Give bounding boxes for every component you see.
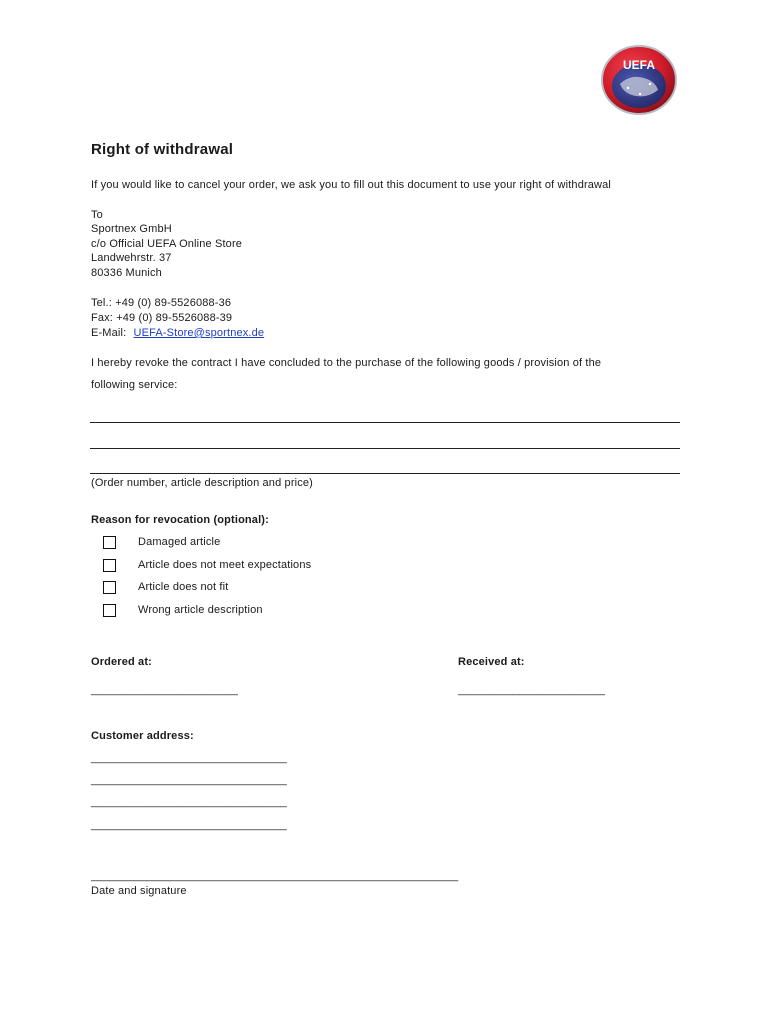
checkbox-damaged-article[interactable] [103, 536, 116, 549]
customer-address-blank-3[interactable]: ________________________________ [91, 796, 287, 808]
address-to: To [91, 209, 103, 221]
order-line-2[interactable] [90, 448, 680, 449]
checkbox-wrong-description[interactable] [103, 604, 116, 617]
address-company: Sportnex GmbH [91, 223, 172, 235]
checkbox-does-not-fit[interactable] [103, 581, 116, 594]
option-label-does-not-fit: Article does not fit [138, 581, 229, 593]
checkbox-not-meet-expectations[interactable] [103, 559, 116, 572]
signature-label: Date and signature [91, 885, 187, 897]
revoke-text-line2: following service: [91, 379, 178, 391]
ordered-at-blank[interactable]: ________________________ [91, 684, 238, 696]
option-label-damaged-article: Damaged article [138, 536, 221, 548]
received-at-label: Received at: [458, 656, 525, 668]
signature-blank[interactable]: ____________________________________________________________ [91, 870, 459, 882]
uefa-logo [600, 44, 678, 116]
order-line-3[interactable] [90, 473, 680, 474]
contact-email-row [91, 326, 264, 341]
address-street: Landwehrstr. 37 [91, 252, 172, 264]
logo-text: UEFA [622, 58, 656, 72]
customer-address-blank-2[interactable]: ________________________________ [91, 774, 287, 786]
revoke-text-line1: I hereby revoke the contract I have concluded to the purchase of the following goods / provision of the [91, 357, 602, 369]
customer-address-label: Customer address: [91, 730, 194, 742]
email-link[interactable]: UEFA-Store@sportnex.de [133, 327, 265, 339]
address-care-of: c/o Official UEFA Online Store [91, 238, 243, 250]
reason-heading: Reason for revocation (optional): [91, 514, 269, 526]
contact-fax: Fax: +49 (0) 89-5526088-39 [91, 312, 233, 324]
order-caption: (Order number, article description and price) [91, 477, 313, 489]
customer-address-blank-1[interactable]: ________________________________ [91, 752, 287, 764]
intro-text: If you would like to cancel your order, we ask you to fill out this document to use your right of withdrawal [91, 179, 612, 191]
address-city: 80336 Munich [91, 267, 162, 279]
email-label: E-Mail: [91, 327, 127, 339]
ordered-at-label: Ordered at: [91, 656, 152, 668]
received-at-blank[interactable]: ________________________ [458, 684, 605, 696]
customer-address-blank-4[interactable]: ________________________________ [91, 819, 287, 831]
order-line-1[interactable] [90, 422, 680, 423]
option-label-not-meet-expectations: Article does not meet expectations [138, 559, 312, 571]
option-label-wrong-description: Wrong article description [138, 604, 263, 616]
contact-tel: Tel.: +49 (0) 89-5526088-36 [91, 297, 232, 309]
page-title: Right of withdrawal [91, 141, 234, 158]
